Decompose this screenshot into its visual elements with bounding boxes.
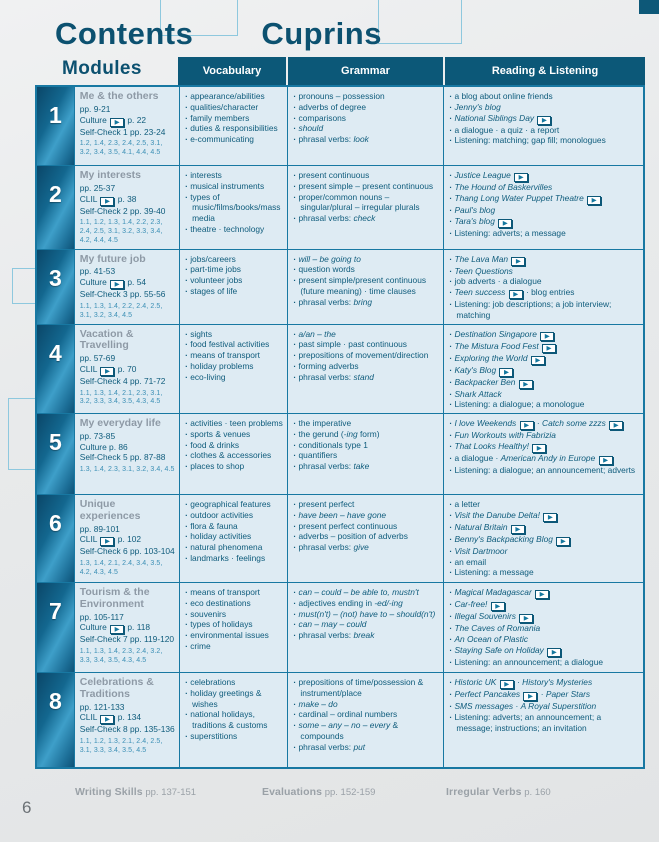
video-icon: ▶ [498, 219, 512, 228]
grammar-cell [287, 414, 443, 494]
video-icon: ▶ [491, 602, 505, 611]
reading-listening-cell [443, 583, 643, 672]
list-item: · Destination Singapore ▶ [449, 329, 639, 341]
grammar-cell [287, 166, 443, 249]
module-number-cell [37, 583, 74, 672]
reading-list [449, 170, 639, 238]
vocab-list [185, 587, 283, 652]
list-item: · crime [185, 641, 283, 652]
module-row [37, 582, 643, 672]
module-row [37, 494, 643, 582]
video-icon: ▶ [609, 421, 623, 430]
list-item: · volunteer jobs [185, 275, 283, 286]
list-item: · types of holidays [185, 619, 283, 630]
list-item: · duties & responsibilities [185, 123, 283, 134]
reading-list [449, 418, 639, 476]
video-icon: ▶ [100, 197, 114, 206]
video-icon: ▶ [500, 680, 514, 689]
list-item: · present simple – present continuous [293, 181, 439, 192]
module-title: My interests [79, 169, 142, 181]
list-item: · proper/common nouns – singular/plural – irregular plurals [293, 192, 439, 214]
list-item: · a dialogue · American Andy in Europe ▶ [449, 453, 639, 465]
module-info-line: Self-Check 1 pp. 23-24 [79, 126, 166, 137]
module-lines [80, 183, 175, 217]
list-item: · Listening: matching; gap fill; monologues [449, 135, 639, 146]
module-info-cell [74, 583, 179, 672]
list-item: · Katy's Blog ▶ [449, 365, 639, 377]
footer-irregular-verbs: Irregular Verbs p. 160 [446, 786, 551, 798]
list-item: · superstitions [185, 731, 283, 742]
list-item: · prepositions of movement/direction [293, 350, 439, 361]
module-competence-codes: 1.1, 1.3, 1.4, 2.2, 2.4, 2.5, 3.1, 3.2, 3.4, 4.5 [79, 302, 163, 319]
list-item: · The Mistura Food Fest ▶ [449, 341, 639, 353]
list-item: · Listening: adverts; an announcement; a message; instructions; an invitation [449, 712, 639, 734]
module-row [37, 87, 643, 165]
module-info-line: Culture ▶ p. 54 [79, 277, 147, 288]
list-item: · a/an – the [293, 329, 439, 340]
list-item: · stages of life [185, 286, 283, 297]
module-info-line: Culture p. 86 [79, 441, 128, 452]
video-icon: ▶ [100, 367, 114, 376]
module-info-cell [74, 495, 179, 582]
grammar-cell [287, 325, 443, 414]
list-item: · should [293, 123, 439, 134]
module-info-cell [74, 325, 179, 414]
module-competence-codes: 1.3, 1.4, 2.3, 3.1, 3.2, 3.4, 4.5 [79, 466, 175, 473]
module-lines [80, 612, 175, 646]
list-item: · e-communicating [185, 134, 283, 145]
list-item: · Listening: job descriptions; a job interview; matching [449, 299, 639, 321]
video-icon: ▶ [556, 537, 570, 546]
video-icon: ▶ [499, 368, 513, 377]
list-item: · Visit Dartmoor [449, 546, 639, 557]
list-item: · holiday greetings & wishes [185, 688, 283, 710]
module-info-line: Self-Check 2 pp. 39-40 [79, 205, 166, 216]
module-info-line: pp. 121-133 [79, 701, 125, 712]
list-item: · Historic UK ▶ · History's Mysteries [449, 677, 639, 689]
list-item: · quantifiers [293, 450, 439, 461]
module-info-line: pp. 25-37 [79, 182, 116, 193]
vocabulary-cell [179, 673, 287, 767]
list-item: · part-time jobs [185, 264, 283, 275]
list-item: · food festival activities [185, 339, 283, 350]
video-icon: ▶ [540, 332, 554, 341]
list-item: · means of transport [185, 350, 283, 361]
list-item: · celebrations [185, 677, 283, 688]
module-info-line: Self-Check 6 pp. 103-104 [79, 546, 175, 557]
list-item: · types of music/films/books/mass media [185, 192, 283, 224]
video-icon: ▶ [519, 380, 533, 389]
module-row [37, 165, 643, 249]
module-info-line: pp. 105-117 [79, 611, 124, 622]
video-icon: ▶ [543, 513, 557, 522]
module-number-cell [37, 414, 74, 494]
page-title-romanian: Cuprins [261, 16, 382, 51]
list-item: · question words [293, 264, 439, 275]
list-item: · conditionals type 1 [293, 440, 439, 451]
list-item: · natural phenomena [185, 542, 283, 553]
column-header-reading-listening: Reading & Listening [445, 57, 645, 85]
list-item: · must(n't) – (not) have to – should(n't) [293, 609, 439, 620]
reading-listening-cell [443, 166, 643, 249]
page-titles [55, 16, 382, 52]
list-item: · holiday problems [185, 361, 283, 372]
list-item: · job adverts · a dialogue [449, 276, 639, 287]
list-item: · cardinal – ordinal numbers [293, 709, 439, 720]
module-title: Tourism & the Environment [79, 586, 150, 610]
grammar-list [293, 329, 439, 383]
list-item: · environmental issues [185, 630, 283, 641]
module-number: 5 [48, 429, 62, 455]
list-item: · a blog about online friends [449, 91, 639, 102]
module-info-line: Self-Check 5 pp. 87-88 [79, 452, 166, 463]
list-item: · phrasal verbs: look [293, 134, 439, 145]
reading-listening-cell [443, 673, 643, 767]
module-lines [80, 702, 175, 736]
module-number: 8 [48, 688, 62, 714]
module-info-line: pp. 89-101 [79, 523, 120, 534]
module-number-cell [37, 166, 74, 249]
list-item: · theatre · technology [185, 224, 283, 235]
list-item: · Teen Questions [449, 266, 639, 277]
list-item: · National Siblings Day ▶ [449, 113, 639, 125]
module-number: 7 [48, 598, 62, 624]
list-item: · flora & fauna [185, 521, 283, 532]
grammar-list [293, 254, 439, 308]
list-item: · Tara's blog ▶ [449, 216, 639, 228]
list-item: · Thang Long Water Puppet Theatre ▶ [449, 193, 639, 205]
list-item: · sports & venues [185, 429, 283, 440]
list-item: · Teen success ▶ · blog entries [449, 287, 639, 299]
list-item: · Listening: a dialogue; a monologue [449, 399, 639, 410]
list-item: · the gerund (-ing form) [293, 429, 439, 440]
video-icon: ▶ [535, 590, 549, 599]
list-item: · will – be going to [293, 254, 439, 265]
module-lines [80, 431, 175, 463]
list-item: · Car-free! ▶ [449, 599, 639, 611]
list-item: · present perfect [293, 499, 439, 510]
module-title: My everyday life [79, 417, 161, 429]
list-item: · present continuous [293, 170, 439, 181]
module-number-cell [37, 673, 74, 767]
reading-list [449, 254, 639, 321]
list-item: · eco destinations [185, 598, 283, 609]
list-item: · national holidays, traditions & customs [185, 709, 283, 731]
vocab-list [185, 418, 283, 472]
grammar-cell [287, 673, 443, 767]
footer-writing-skills: Writing Skills pp. 137-151 [75, 786, 197, 798]
module-competence-codes: 1.1, 1.3, 1.4, 2.1, 2.3, 3.1, 3.2, 3.3, 3.4, 3.5, 4.3, 4.5 [79, 389, 163, 406]
module-title: Celebrations & Traditions [79, 676, 154, 700]
video-icon: ▶ [511, 257, 525, 266]
list-item: · present perfect continuous [293, 521, 439, 532]
list-item: · places to shop [185, 461, 283, 472]
corner-mark [639, 0, 659, 14]
list-item: · landmarks · feelings [185, 553, 283, 564]
list-item: · Jenny's blog [449, 102, 639, 113]
vocabulary-cell [179, 583, 287, 672]
vocab-list [185, 170, 283, 235]
reading-listening-cell [443, 325, 643, 414]
vocab-list [185, 677, 283, 742]
list-item: · interests [185, 170, 283, 181]
list-item: · a letter [449, 499, 639, 510]
list-item: · prepositions of time/possession & instrument/place [293, 677, 439, 699]
list-item: · That Looks Healthy! ▶ [449, 441, 639, 453]
grammar-cell [287, 87, 443, 165]
list-item: · some – any – no – every & compounds [293, 720, 439, 742]
module-title: Me & the others [79, 90, 159, 102]
list-item: · forming adverbs [293, 361, 439, 372]
module-info-line: pp. 41-53 [79, 266, 116, 277]
list-item: · appearance/abilities [185, 91, 283, 102]
module-title: Unique experiences [79, 498, 141, 522]
list-item: · jobs/careers [185, 254, 283, 265]
list-item: · have been – have gone [293, 510, 439, 521]
list-item: · The Caves of Romania [449, 623, 639, 634]
video-icon: ▶ [531, 356, 545, 365]
module-title: My future job [79, 252, 146, 265]
video-icon: ▶ [110, 280, 124, 289]
list-item: · Listening: an announcement; a dialogue [449, 657, 639, 668]
grammar-list [293, 170, 439, 224]
module-info-line: CLIL ▶ p. 38 [79, 193, 137, 205]
module-info-cell [74, 250, 179, 324]
grammar-cell [287, 495, 443, 582]
grammar-cell [287, 250, 443, 324]
module-info-line: CLIL ▶ p. 134 [79, 712, 142, 724]
list-item: · past simple · past continuous [293, 339, 439, 350]
column-header-vocabulary: Vocabulary [178, 57, 286, 85]
grammar-cell [287, 583, 443, 672]
video-icon: ▶ [532, 444, 546, 453]
reading-listening-cell [443, 414, 643, 494]
module-title: Vacation & Travelling [79, 327, 134, 352]
module-info-cell [74, 166, 179, 249]
list-item: · Perfect Pancakes ▶ · Paper Stars [449, 689, 639, 701]
vocabulary-cell [179, 325, 287, 414]
list-item: · phrasal verbs: stand [293, 372, 439, 383]
decor-outline-box [8, 398, 36, 470]
vocabulary-cell [179, 166, 287, 249]
grammar-list [293, 499, 439, 553]
module-info-line: pp. 73-85 [79, 430, 116, 441]
list-item: · can – may – could [293, 619, 439, 630]
module-info-cell [74, 414, 179, 494]
module-row [37, 324, 643, 414]
module-info-line: Self-Check 3 pp. 55-56 [79, 289, 166, 299]
video-icon: ▶ [587, 196, 601, 205]
vocabulary-cell [179, 414, 287, 494]
list-item: · family members [185, 113, 283, 124]
vocab-list [185, 254, 283, 297]
video-icon: ▶ [100, 715, 114, 724]
video-icon: ▶ [520, 421, 534, 430]
video-icon: ▶ [547, 648, 561, 657]
list-item: · phrasal verbs: check [293, 213, 439, 224]
list-item: · present simple/present continuous (future meaning) · time clauses [293, 275, 439, 297]
vocab-list [185, 91, 283, 145]
column-header-grammar: Grammar [288, 57, 443, 85]
page-title-english: Contents [55, 16, 194, 51]
list-item: · qualities/character [185, 102, 283, 113]
list-item: · outdoor activities [185, 510, 283, 521]
list-item: · phrasal verbs: give [293, 542, 439, 553]
module-number: 3 [48, 264, 62, 291]
module-number-cell [37, 250, 74, 324]
module-number-cell [37, 325, 74, 414]
module-competence-codes: 1.1, 1.2, 1.3, 2.1, 2.4, 2.5, 3.1, 3.3, 3.4, 3.5, 4.5 [79, 738, 163, 754]
list-item: · can – could – be able to, mustn't [293, 587, 439, 598]
video-icon: ▶ [509, 290, 523, 299]
list-item: · Backpacker Ben ▶ [449, 377, 639, 389]
list-item: · Illegal Souvenirs ▶ [449, 611, 639, 623]
list-item: · Fun Workouts with Fabrizia [449, 430, 639, 441]
module-number-cell [37, 87, 74, 165]
list-item: · geographical features [185, 499, 283, 510]
grammar-list [293, 418, 439, 472]
reading-listening-cell [443, 495, 643, 582]
list-item: · make – do [293, 699, 439, 710]
module-number-cell [37, 495, 74, 582]
decor-outline-box [378, 0, 462, 44]
video-icon: ▶ [511, 525, 525, 534]
reading-listening-cell [443, 250, 643, 324]
module-info-cell [74, 87, 179, 165]
video-icon: ▶ [537, 116, 551, 125]
reading-list [449, 91, 639, 146]
vocab-list [185, 499, 283, 564]
list-item: · adverbs – position of adverbs [293, 531, 439, 542]
module-info-line: Self-Check 8 pp. 135-136 [79, 724, 175, 735]
module-info-line: pp. 57-69 [79, 353, 116, 363]
grammar-list [293, 91, 439, 145]
list-item: · means of transport [185, 587, 283, 598]
module-lines [80, 353, 175, 387]
list-item: · phrasal verbs: take [293, 461, 439, 472]
vocabulary-cell [179, 250, 287, 324]
module-lines [80, 104, 175, 138]
list-item: · a dialogue · a quiz · a report [449, 125, 639, 136]
module-info-cell [74, 673, 179, 767]
module-number: 2 [48, 181, 62, 207]
list-item: · souvenirs [185, 609, 283, 620]
list-item: · comparisons [293, 113, 439, 124]
contents-table [35, 85, 645, 769]
list-item: · I love Weekends ▶ · Catch some zzzs ▶ [449, 418, 639, 430]
list-item: · clothes & accessories [185, 450, 283, 461]
list-item: · Listening: a dialogue; an announcement; adverts [449, 465, 639, 476]
list-item: · musical instruments [185, 181, 283, 192]
vocabulary-cell [179, 87, 287, 165]
grammar-list [293, 677, 439, 752]
module-info-line: Culture ▶ p. 22 [79, 114, 147, 126]
reading-list [449, 677, 639, 733]
video-icon: ▶ [523, 692, 537, 701]
module-number: 4 [48, 339, 62, 366]
video-icon: ▶ [514, 173, 528, 182]
module-number: 1 [48, 102, 62, 128]
video-icon: ▶ [542, 344, 556, 353]
list-item: · Visit the Danube Delta! ▶ [449, 510, 639, 522]
list-item: · An Ocean of Plastic [449, 634, 639, 645]
list-item: · Shark Attack [449, 389, 639, 400]
footer-evaluations: Evaluations pp. 152-159 [262, 786, 376, 798]
vocab-list [185, 329, 283, 383]
module-lines [80, 266, 175, 300]
module-number: 6 [48, 510, 62, 536]
list-item: · Exploring the World ▶ [449, 353, 639, 365]
list-item: · Magical Madagascar ▶ [449, 587, 639, 599]
list-item: · phrasal verbs: put [293, 742, 439, 753]
module-row [37, 672, 643, 767]
module-row [37, 413, 643, 494]
module-info-line: Self-Check 4 pp. 71-72 [79, 375, 166, 386]
list-item: · Staying Safe on Holiday ▶ [449, 645, 639, 657]
module-competence-codes: 1.1, 1.2, 1.3, 1.4, 2.2, 2.3, 2.4, 2.5, 3.1, 3.2, 3.3, 3.4, 4.2, 4.4, 4.5 [79, 219, 163, 244]
video-icon: ▶ [100, 537, 114, 546]
module-competence-codes: 1.3, 1.4, 2.1, 2.4, 3.4, 3.5, 4.2, 4.3, 4.5 [79, 560, 163, 576]
video-icon: ▶ [519, 614, 533, 623]
module-row [37, 249, 643, 324]
module-competence-codes: 1.2, 1.4, 2.3, 2.4, 2.5, 3.1, 3.2, 3.4, 3.5, 4.1, 4.4, 4.5 [79, 140, 163, 156]
list-item: · sights [185, 329, 283, 340]
list-item: · holiday activities [185, 531, 283, 542]
list-item: · phrasal verbs: break [293, 630, 439, 641]
list-item: · The Lava Man ▶ [449, 254, 639, 266]
reading-list [449, 587, 639, 667]
module-info-line: CLIL ▶ p. 70 [79, 363, 137, 375]
module-info-line: Culture ▶ p. 118 [79, 622, 151, 634]
video-icon: ▶ [110, 625, 124, 634]
list-item: · food & drinks [185, 440, 283, 451]
module-lines [80, 524, 175, 558]
list-item: · phrasal verbs: bring [293, 297, 439, 308]
module-info-line: Self-Check 7 pp. 119-120 [79, 634, 175, 645]
list-item: · adjectives ending in -ed/-ing [293, 598, 439, 609]
grammar-list [293, 587, 439, 641]
list-item: · an email [449, 557, 639, 568]
list-item: · Benny's Backpacking Blog ▶ [449, 534, 639, 546]
video-icon: ▶ [110, 118, 124, 127]
reading-list [449, 329, 639, 411]
list-item: · Listening: a message [449, 567, 639, 578]
list-item: · the imperative [293, 418, 439, 429]
modules-table-body [37, 87, 643, 767]
modules-column-label: Modules [62, 58, 142, 79]
module-competence-codes: 1.1, 1.3, 1.4, 2.3, 2.4, 3.2, 3.3, 3.4, 3.5, 4.3, 4.5 [79, 648, 163, 664]
vocabulary-cell [179, 495, 287, 582]
list-item: · Justice League ▶ [449, 170, 639, 182]
list-item: · activities · teen problems [185, 418, 283, 429]
list-item: · SMS messages · A Royal Superstition [449, 701, 639, 712]
reading-list [449, 499, 639, 578]
module-info-line: CLIL ▶ p. 102 [79, 534, 142, 546]
list-item: · adverbs of degree [293, 102, 439, 113]
list-item: · The Hound of Baskervilles [449, 182, 639, 193]
page-number: 6 [22, 798, 32, 817]
decor-outline-box [12, 268, 36, 304]
video-icon: ▶ [599, 456, 613, 465]
module-info-line: pp. 9-21 [79, 103, 111, 114]
list-item: · Listening: adverts; a message [449, 228, 639, 239]
list-item: · pronouns – possession [293, 91, 439, 102]
list-item: · Paul's blog [449, 205, 639, 216]
reading-listening-cell [443, 87, 643, 165]
list-item: · eco-living [185, 372, 283, 383]
list-item: · Natural Britain ▶ [449, 522, 639, 534]
